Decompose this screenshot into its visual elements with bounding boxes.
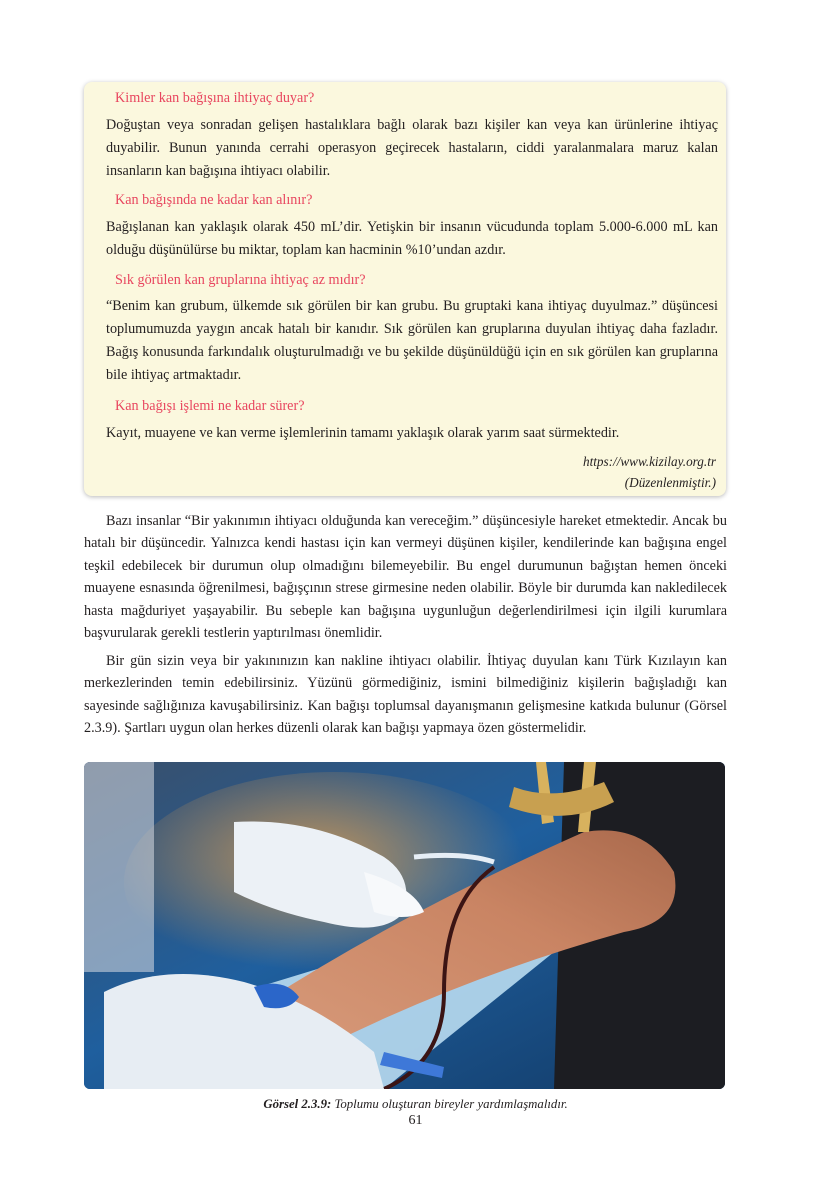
body-paragraph: Bazı insanlar “Bir yakınımın ihtiyacı olduğunda kan vereceğim.” düşüncesiyle hareket etmektedir. Ancak bu hatalı bir düşüncedir. Yalnızca kendi hastası için kan vermeyi düşünen kişiler, kendilerinde kan bağışına engel teşkil edebilecek bir durumun olup olmadığını bilemeyebilir. Bu engel durumunun bağıştan hemen önceki muayene esnasında öğrenilmesi, bağışçının strese girmesine neden olabilir. Böyle bir durumda kan nakledilecek hasta mağduriyet yaşayabilir. Bu sebeple kan bağışına uygunluğun değerlendirilmesi için ilgili kurumlara başvurularak gerekli testlerin yaptırılması önemlidir. <box>84 513 727 642</box>
answer-text: “Benim kan grubum, ülkemde sık görülen bir kan grubu. Bu gruptaki kana ihtiyaç duyulmaz.” düşüncesi toplumumuzda yaygın ancak hatalı bir kanıdır. Sık görülen kan gruplarına duyulan ihtiyaç daha fazladır. Bağış konusunda farkındalık oluşturulmadığı ve bu şekilde düşünüldüğü için en sık görülen kan gruplarına bile ihtiyaç artmaktadır. <box>106 298 718 383</box>
source-url: https://www.kizilay.org.tr <box>583 454 716 469</box>
info-box <box>84 82 726 496</box>
answer-text: Doğuştan veya sonradan gelişen hastalıklara bağlı olarak bazı kişiler kan veya kan ürünlerine ihtiyaç duyabilir. Bunun yanında cerrahi operasyon geçirecek hastaların, ciddi yaralanmalara maruz kalan insanların kan bağışına ihtiyacı olabilir. <box>106 117 718 179</box>
page-number: 61 <box>408 1113 423 1128</box>
blood-donation-photo <box>84 762 725 1089</box>
body-paragraph: Bir gün sizin veya bir yakınınızın kan nakline ihtiyacı olabilir. İhtiyaç duyulan kanı Türk Kızılayın kan merkezlerinden temin edebilirsiniz. Yüzünü görmediğiniz, ismini bilmediğiniz kişilerin bağışladığı kan sayesinde sağlığınıza kavuşabilirsiniz. Kan bağışı toplumsal dayanışmanın gelişmesine katkıda bulunur (Görsel 2.3.9). Şartları uygun olan herkes düzenli olarak kan bağışı yapmaya özen göstermelidir. <box>84 653 727 737</box>
question-heading: Kan bağışı işlemi ne kadar sürer? <box>115 398 305 414</box>
figure-label: Görsel 2.3.9: <box>263 1097 332 1111</box>
answer-text: Kayıt, muayene ve kan verme işlemlerinin tamamı yaklaşık olarak yarım saat sürmektedir. <box>106 425 620 441</box>
figure-caption <box>0 1097 831 1112</box>
question-heading: Kan bağışında ne kadar kan alınır? <box>115 192 313 208</box>
answer-text: Bağışlanan kan yaklaşık olarak 450 mL’dir. Yetişkin bir insanın vücudunda toplam 5.000-6.000 mL kan olduğu düşünülürse bu miktar, toplam kan hacminin %10’undan azdır. <box>106 219 718 258</box>
figure-caption-text: Toplumu oluşturan bireyler yardımlaşmalıdır. <box>334 1097 568 1111</box>
question-heading: Kimler kan bağışına ihtiyaç duyar? <box>115 90 315 106</box>
source-note: (Düzenlenmiştir.) <box>624 475 716 490</box>
question-heading: Sık görülen kan gruplarına ihtiyaç az mıdır? <box>115 272 366 288</box>
